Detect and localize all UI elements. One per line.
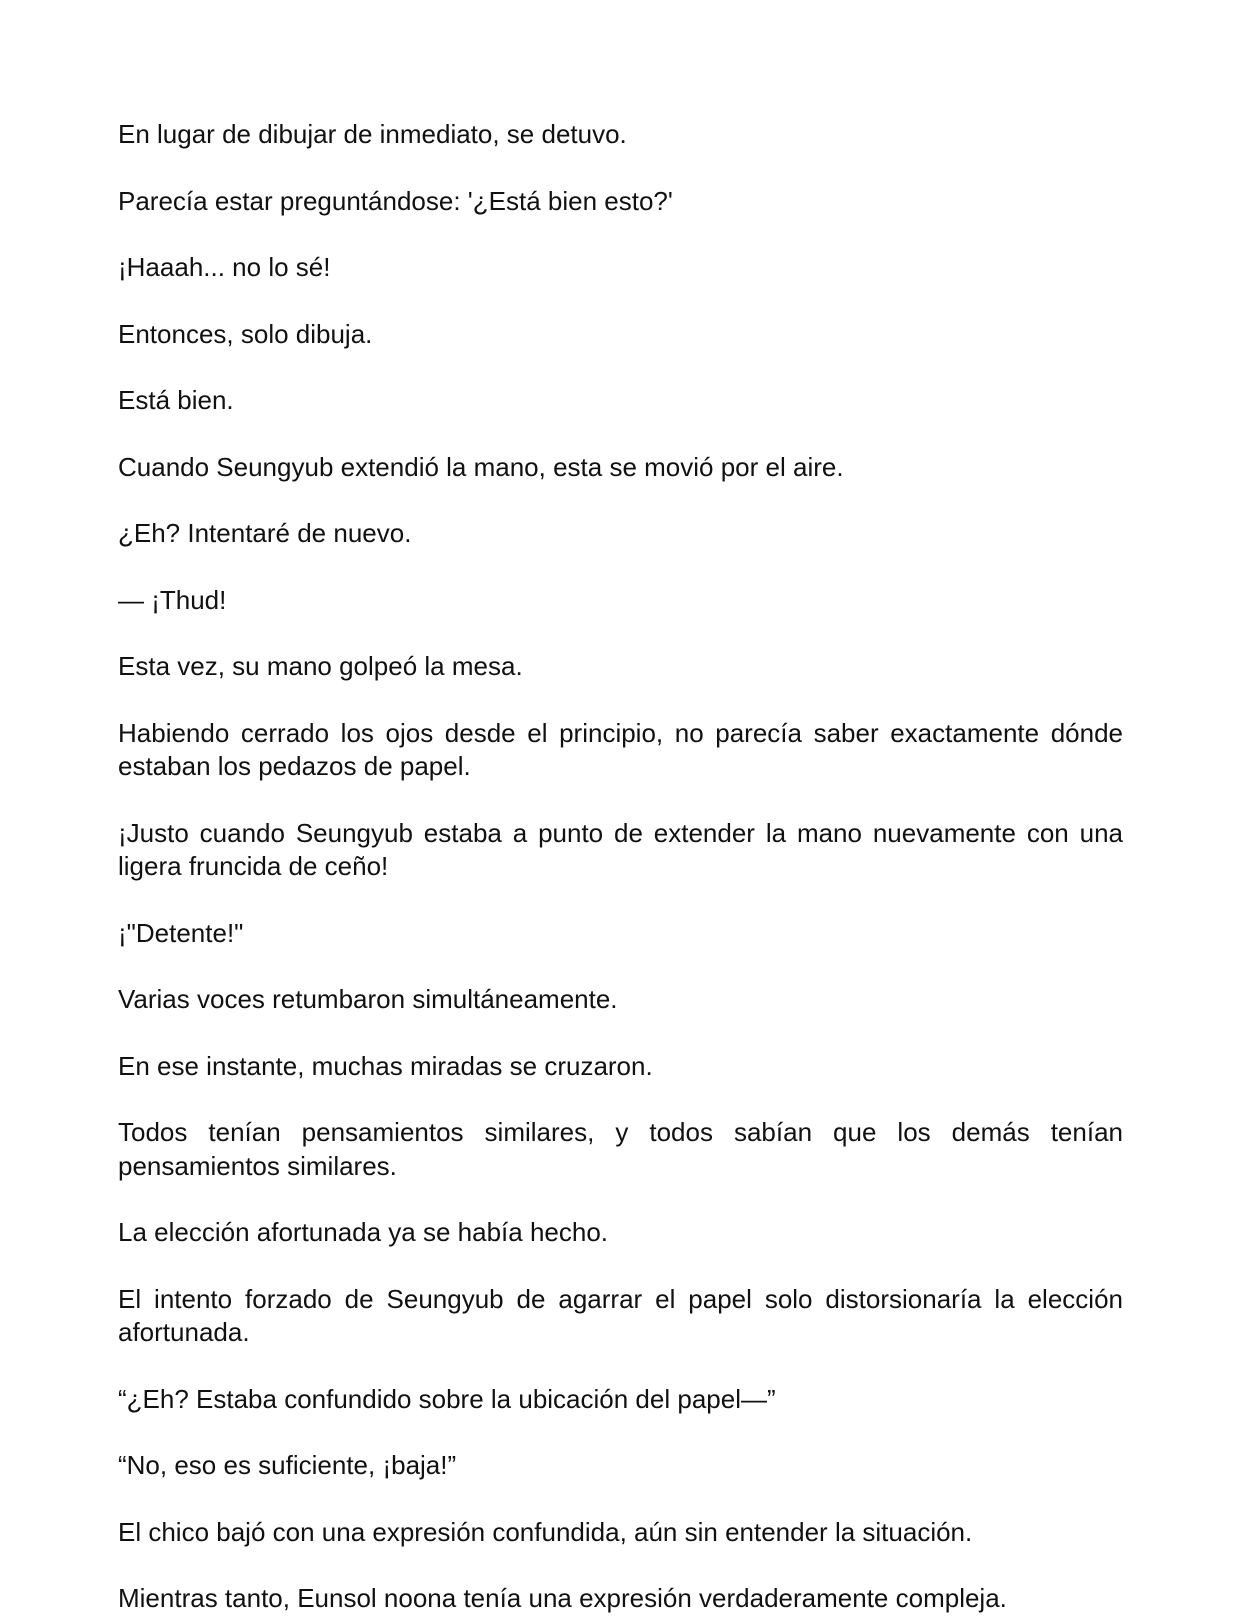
paragraph: Mientras tanto, Eunsol noona tenía una expresión verdaderamente compleja. <box>118 1583 1007 1613</box>
paragraph: ¡Justo cuando Seungyub estaba a punto de extender la mano nuevamente con una ligera fruncida de ceño! <box>118 817 1123 881</box>
paragraph: Entonces, solo dibuja. <box>118 318 373 349</box>
paragraph: Cuando Seungyub extendió la mano, esta se movió por el aire. <box>118 451 844 482</box>
paragraph: ¿Eh? Intentaré de nuevo. <box>118 518 412 548</box>
paragraph: “No, eso es suficiente, ¡baja!” <box>118 1450 457 1480</box>
paragraph: En lugar de dibujar de inmediato, se detuvo. <box>118 119 627 149</box>
paragraph: El chico bajó con una expresión confundida, aún sin entender la situación. <box>118 1516 973 1547</box>
paragraph: — ¡Thud! <box>118 584 227 615</box>
paragraph: Parecía estar preguntándose: '¿Está bien esto?' <box>118 185 673 216</box>
paragraph: Varias voces retumbaron simultáneamente. <box>118 984 618 1014</box>
paragraph: ¡"Detente!" <box>118 917 244 948</box>
paragraph: ¡Haaah... no lo sé! <box>118 252 331 282</box>
paragraph: La elección afortunada ya se había hecho. <box>118 1217 609 1247</box>
paragraph: Todos tenían pensamientos similares, y todos sabían que los demás tenían pensamientos similares. <box>118 1117 1123 1181</box>
paragraph: Esta vez, su mano golpeó la mesa. <box>118 651 523 681</box>
paragraph: En ese instante, muchas miradas se cruzaron. <box>118 1050 653 1081</box>
paragraph: Está bien. <box>118 385 234 415</box>
paragraph: “¿Eh? Estaba confundido sobre la ubicación del papel—” <box>118 1383 776 1414</box>
paragraph: Habiendo cerrado los ojos desde el principio, no parecía saber exactamente dónde estaban los pedazos de papel. <box>118 717 1123 781</box>
paragraph: El intento forzado de Seungyub de agarrar el papel solo distorsionaría la elección afortunada. <box>118 1283 1123 1347</box>
document-body <box>118 118 1123 1620</box>
